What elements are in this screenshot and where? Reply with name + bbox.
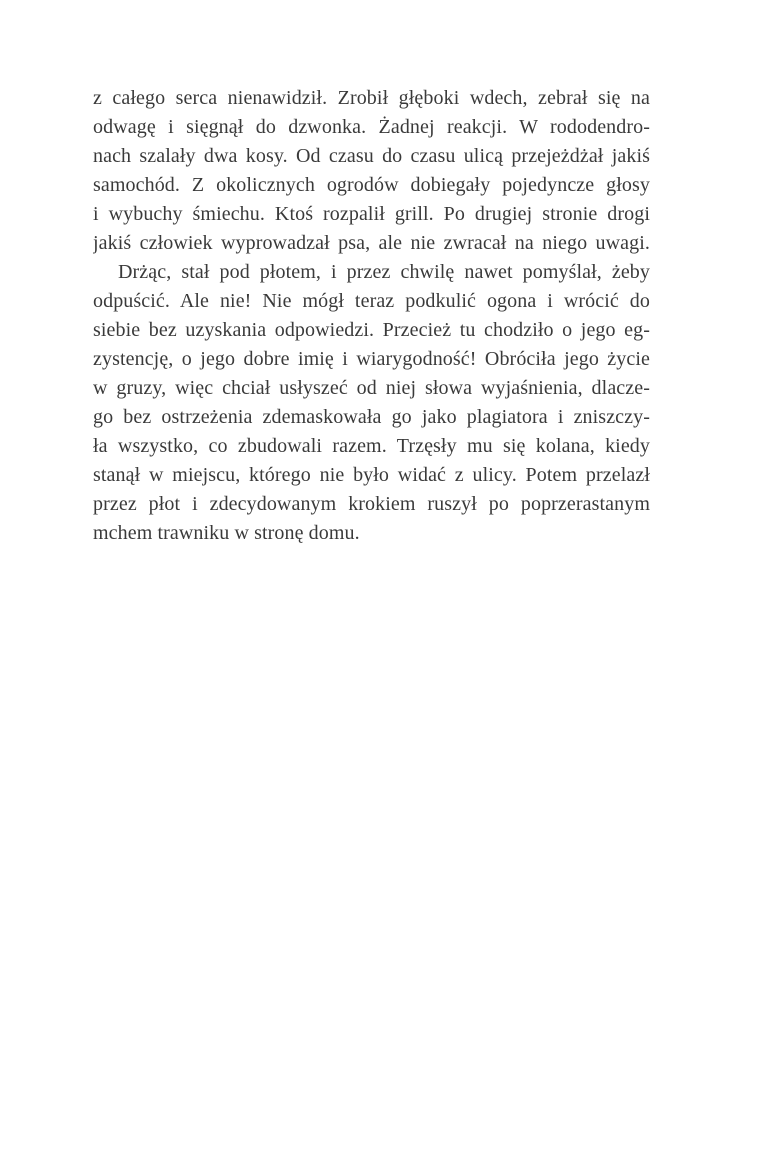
text-line: ła wszystko, co zbudowali razem. Trzęsły mu się kolana, kiedy bbox=[93, 435, 650, 457]
text-line: i wybuchy śmiechu. Ktoś rozpalił grill. Po drugiej stronie drogi bbox=[93, 203, 650, 225]
text-line: przez płot i zdecydowanym krokiem ruszył po poprzerastanym bbox=[93, 493, 650, 515]
text-line: mchem trawniku w stronę domu. bbox=[93, 522, 360, 544]
text-line: stanął w miejscu, którego nie było widać z ulicy. Potem przelazł bbox=[93, 464, 650, 486]
text-line: siebie bez uzyskania odpowiedzi. Przecież tu chodziło o jego eg- bbox=[93, 319, 650, 341]
text-line: nach szalały dwa kosy. Od czasu do czasu ulicą przejeżdżał jakiś bbox=[93, 145, 650, 167]
text-line: odpuścić. Ale nie! Nie mógł teraz podkulić ogona i wrócić do bbox=[93, 290, 650, 312]
text-line: jakiś człowiek wyprowadzał psa, ale nie zwracał na niego uwagi. bbox=[93, 232, 650, 254]
text-block bbox=[93, 84, 650, 548]
paragraph-1 bbox=[93, 84, 650, 258]
text-line: w gruzy, więc chciał usłyszeć od niej słowa wyjaśnienia, dlacze- bbox=[93, 377, 650, 399]
text-line: Drżąc, stał pod płotem, i przez chwilę nawet pomyślał, żeby bbox=[118, 261, 650, 283]
text-line: samochód. Z okolicznych ogrodów dobiegały pojedyncze głosy bbox=[93, 174, 650, 196]
text-line: zystencję, o jego dobre imię i wiarygodność! Obróciła jego życie bbox=[93, 348, 650, 370]
text-line: z całego serca nienawidził. Zrobił głęboki wdech, zebrał się na bbox=[93, 87, 650, 109]
text-line: odwagę i sięgnął do dzwonka. Żadnej reakcji. W rododendro- bbox=[93, 116, 650, 138]
paragraph-2 bbox=[93, 258, 650, 548]
text-line: go bez ostrzeżenia zdemaskowała go jako plagiatora i zniszczy- bbox=[93, 406, 650, 428]
